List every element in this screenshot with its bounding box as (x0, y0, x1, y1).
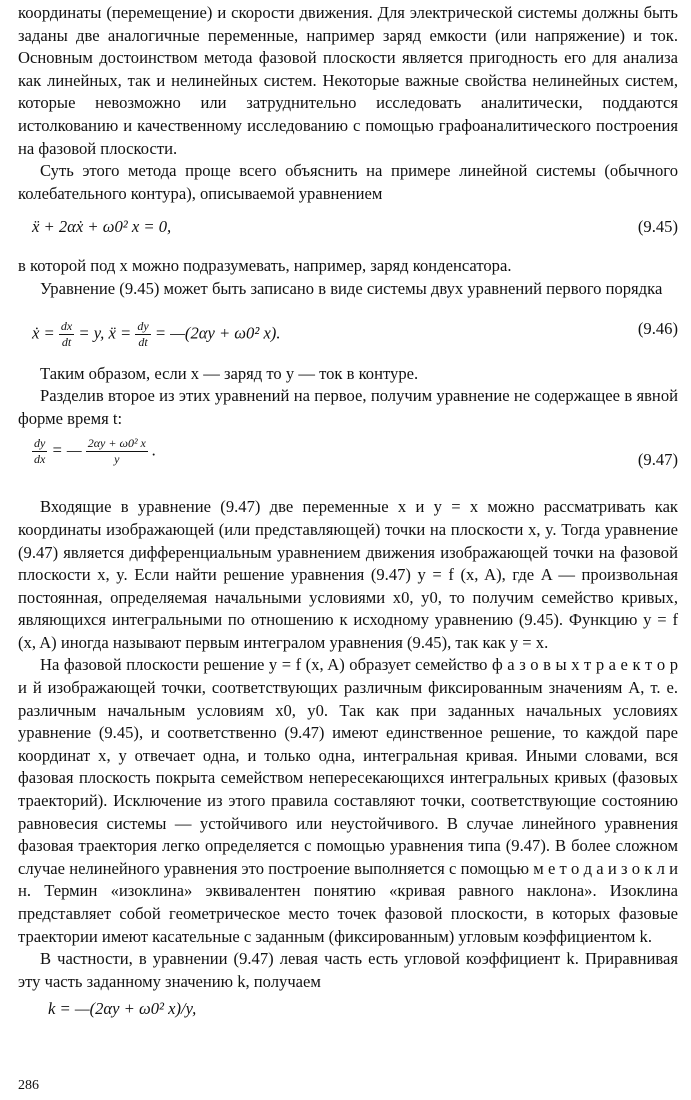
equation-9-47 (18, 430, 678, 496)
paragraph: Разделив второе из этих уравнений на первое, получим уравнение не содержащее в явной форме время t: (18, 386, 678, 428)
equation-number: (9.47) (637, 450, 678, 470)
equation-9-46 (18, 301, 678, 363)
paragraph: В частности, в уравнении (9.47) левая часть есть угловой коэффициент k. Приравнивая эту часть заданному значению k, получаем (18, 949, 678, 991)
equation-formula: ẍ + 2αẋ + ω0² x = 0, (32, 217, 172, 237)
equation-number: (9.46) (637, 318, 678, 338)
document-page (18, 2, 678, 1045)
paragraph: в которой под x можно подразумевать, например, заряд конденсатора. (18, 256, 512, 276)
fraction: $\frac{\text{2αy + ω0² x}}{y}$ (87, 436, 146, 467)
paragraph: Таким образом, если x — заряд то y — ток в контуре. (40, 363, 419, 383)
page-number: 286 (18, 1078, 39, 1093)
equation-number: (9.45) (637, 217, 678, 237)
paragraph: координаты (перемещение) и скорости движения. Для электрической системы должны быть заданы две аналогичные переменные, например заряд емкости (или напряжение) и ток. Основным достоинством метода фазовой плоскости является пригодность его для анализа как линейных, так и нелинейных систем. Некоторые важные свойства нелинейных систем, которые невозможно или затруднительно исследовать аналитически, поддаются истолкованию и качественному исследованию с помощью графоаналитического построения на фазовой плоскости. (18, 3, 678, 158)
equation-isocline (18, 993, 678, 1045)
paragraph: Уравнение (9.45) может быть записано в виде системы двух уравнений первого порядка (40, 278, 663, 298)
equation-formula: ẋ = $\frac{dx}{dt}$ = y, ẍ = $\frac{dy}{dt}$ = —(2αy + ω0² x). (32, 318, 281, 349)
fraction: $\frac{dy}{dx}$ (34, 436, 46, 467)
equation-formula: $\frac{dy}{dx}$ = — $\frac{\text{2αy + ω0² x}}{y}$ . (34, 436, 157, 467)
equation-9-45 (18, 205, 678, 255)
equation-formula: k = —(2αy + ω0² x)/y, (48, 999, 197, 1019)
paragraph: На фазовой плоскости решение y = f (x, A) образует семейство ф а з о в ы х т р а е к т о р и й изображающей точки, соответствующих различным фиксированным значениям A, т. е. различным начальным условиям x0, y0. Так как при заданных начальных условиях уравнение (9.45), и соответственно (9.47) имеют единственное решение, то каждой паре координат x, y отвечает одна, и только одна, интегральная кривая. Иными словами, вся фазовая плоскость покрыта семейством непересекающихся интегральных кривых (фазовых траекторий). Исключение из этого правила составляют точки, соответствующие состоянию равновесия системы — устойчивого или неустойчивого. В случае линейного уравнения фазовая траектория легко определяется с помощью уравнения типа (9.47). В более сложном случае нелинейного уравнения это построение выполняется с помощью м е т о д а и з о к л и н. Термин «изоклина» эквивалентен понятию «кривая равного наклона». Изоклина представляет собой геометрическое место точек фазовой плоскости, в которых фазовые траектории имеют касательные с заданным (фиксированным) угловым коэффициентом k. (18, 655, 678, 946)
paragraph: Суть этого метода проще всего объяснить на примере линейной системы (обычного колебательного контура), описываемой уравнением (18, 161, 678, 203)
fraction: $\frac{dy}{dt}$ (137, 318, 149, 349)
paragraph: Входящие в уравнение (9.47) две переменные x и y = x можно рассматривать как координаты изображающей (или представляющей) точки на плоскости x, y. Тогда уравнение (9.47) является дифференциальным уравнением движения изображающей точки на фазовой плоскости x, y. Если найти решение уравнения (9.47) y = f (x, A), где A — произвольная постоянная, определяемая начальными условиями x0, y0, то получим семейство кривых, являющихся интегральными по отношению к исходному уравнению (9.45). Функцию y = f (x, A) иногда называют первым интегралом уравнения (9.45), так как y = x. (18, 497, 678, 652)
fraction: $\frac{dx}{dt}$ (60, 318, 73, 349)
